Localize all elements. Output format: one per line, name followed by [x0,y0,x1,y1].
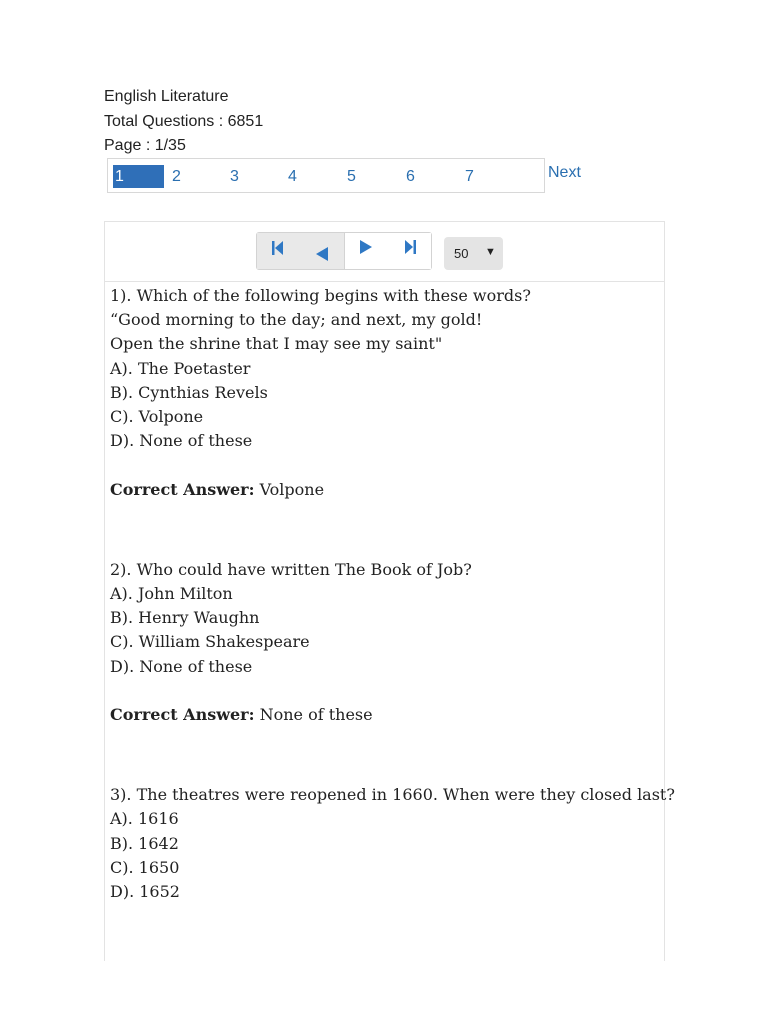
option-a: A). 1616 [110,809,179,829]
question-item [110,783,675,904]
option-c: C). Volpone [110,407,204,427]
page-link-7[interactable]: 7 [465,168,474,185]
per-page-value: 50 [454,246,469,261]
correct-answer-value: Volpone [254,479,325,499]
total-questions: Total Questions : 6851 [104,112,264,130]
navigation-toolbar [105,222,664,282]
previous-icon [315,246,329,262]
page-link-5[interactable]: 5 [347,168,356,185]
correct-answer-value: None of these [254,705,373,725]
question-text: 3). The theatres were reopened in 1660. When were they closed last? [110,785,675,805]
page-link-4[interactable]: 4 [288,168,297,185]
question-text: Open the shrine that I may see my saint" [110,334,443,354]
pagination [107,158,545,193]
option-b: B). Henry Waughn [110,608,260,628]
subject-title: English Literature [104,88,229,105]
option-d: D). None of these [110,431,253,451]
page-header [104,85,263,159]
previous-button[interactable] [300,233,344,269]
next-icon [359,239,373,255]
question-item [110,558,660,783]
question-item [110,284,660,558]
question-list [110,284,675,904]
correct-answer [110,478,660,502]
page-link-2[interactable]: 2 [172,168,181,185]
last-page-icon [403,239,417,255]
next-page-link[interactable]: Next [548,164,581,181]
questions-panel [104,221,675,961]
chevron-down-icon: ▼ [485,246,496,258]
first-page-button[interactable] [257,233,301,269]
page-link-1[interactable]: 1 [113,165,164,188]
per-page-select[interactable] [444,237,503,270]
option-d: D). None of these [110,656,253,676]
option-a: A). The Poetaster [110,358,251,378]
page-link-3[interactable]: 3 [230,168,239,185]
next-button[interactable] [344,233,390,269]
correct-answer-label: Correct Answer: [110,705,255,725]
option-a: A). John Milton [110,584,233,604]
question-text: “Good morning to the day; and next, my gold! [110,310,483,330]
question-text: 2). Who could have written The Book of Job? [110,559,472,579]
correct-answer-label: Correct Answer: [110,479,255,499]
option-d: D). 1652 [110,882,180,902]
nav-button-group [256,232,432,270]
option-c: C). 1650 [110,857,180,877]
question-text: 1). Which of the following begins with these words? [110,286,531,305]
page-link-6[interactable]: 6 [406,168,415,185]
correct-answer [110,703,660,727]
option-c: C). William Shakespeare [110,632,310,652]
option-b: B). 1642 [110,833,179,853]
last-page-button[interactable] [388,233,431,269]
option-b: B). Cynthias Revels [110,382,268,402]
first-page-icon [271,240,285,256]
page-indicator: Page : 1/35 [104,137,186,154]
